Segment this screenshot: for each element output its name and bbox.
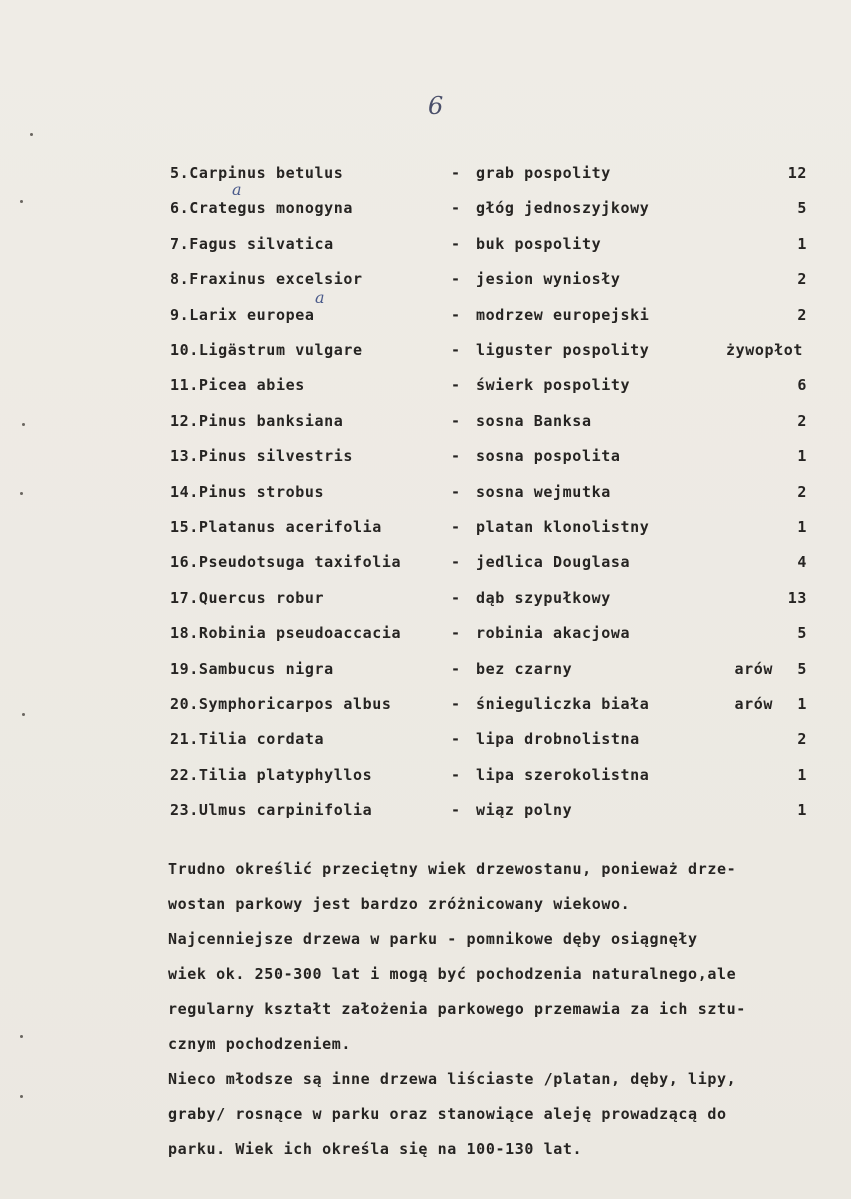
species-latin-name: 13.Pinus silvestris — [170, 447, 353, 466]
species-latin-name: 5.Carpinus betulus — [170, 164, 344, 182]
species-row — [0, 335, 851, 365]
species-count: 2 — [797, 411, 807, 430]
species-polish-name: sosna Banksa — [476, 411, 592, 430]
page-number: 6 — [428, 92, 444, 120]
species-row — [0, 583, 851, 613]
species-polish-name: buk pospolity — [476, 234, 602, 253]
species-row — [0, 618, 851, 648]
species-latin-name: 20.Symphoricarpos albus — [170, 695, 392, 713]
species-polish-name: platan klonolistny — [476, 518, 650, 536]
paragraph-line: cznym pochodzeniem. — [168, 1035, 351, 1053]
species-dash: - — [451, 801, 461, 820]
species-count: 5 — [797, 199, 807, 218]
species-latin-name: 18.Robinia pseudoaccacia — [170, 624, 402, 643]
species-count: 5 — [797, 659, 807, 678]
handwritten-correction-larix: a — [315, 288, 325, 307]
species-dash: - — [451, 553, 461, 572]
species-count: 4 — [797, 553, 807, 572]
species-row — [0, 547, 851, 577]
species-latin-name: 23.Ulmus carpinifolia — [170, 801, 373, 820]
species-latin-name: 9.Larix europea — [170, 305, 315, 324]
species-row — [0, 512, 851, 542]
species-dash: - — [451, 164, 461, 182]
species-row — [0, 193, 851, 223]
species-polish-name: świerk pospolity — [476, 376, 631, 395]
species-polish-name: sosna wejmutka — [476, 482, 611, 501]
species-dash: - — [451, 624, 461, 643]
species-latin-name: 7.Fagus silvatica — [170, 234, 334, 253]
paragraph-line: Trudno określić przeciętny wiek drzewostanu, ponieważ drze- — [168, 860, 737, 878]
species-latin-name: 6.Crategus monogyna — [170, 199, 353, 218]
species-latin-name: 17.Quercus robur — [170, 588, 325, 607]
species-dash: - — [451, 695, 461, 713]
paragraph-line: wostan parkowy jest bardzo zróżnicowany wiekowo. — [168, 895, 631, 913]
species-count: 2 — [797, 270, 807, 289]
scan-speck — [22, 423, 25, 426]
species-polish-name: wiąz polny — [476, 801, 573, 820]
species-row — [0, 229, 851, 259]
species-count: 5 — [797, 624, 807, 643]
species-count: 12 — [787, 164, 807, 182]
species-count: 1 — [797, 801, 807, 820]
species-row — [0, 370, 851, 400]
species-row — [0, 654, 851, 684]
species-dash: - — [451, 482, 461, 501]
species-count: 1 — [797, 765, 807, 784]
species-dash: - — [451, 588, 461, 607]
species-count: 2 — [797, 730, 807, 749]
species-polish-name: liguster pospolity — [476, 341, 650, 359]
species-count: 1 — [797, 447, 807, 466]
paragraph-line: Najcenniejsze drzewa w parku - pomnikowe dęby osiągnęły — [168, 930, 698, 948]
species-row — [0, 264, 851, 294]
species-dash: - — [451, 234, 461, 253]
species-count: 1 — [797, 234, 807, 253]
species-dash: - — [451, 341, 461, 359]
paragraph-line: graby/ rosnące w parku oraz stanowiące aleję prowadzącą do — [168, 1105, 727, 1123]
species-count: 13 — [787, 588, 807, 607]
species-dash: - — [451, 518, 461, 536]
species-latin-name: 14.Pinus strobus — [170, 482, 325, 501]
description-paragraph — [168, 852, 823, 1167]
species-dash: - — [451, 447, 461, 466]
species-latin-name: 22.Tilia platyphyllos — [170, 765, 373, 784]
handwritten-correction-crategus: a — [232, 180, 242, 199]
species-row — [0, 406, 851, 436]
species-polish-name: lipa szerokolistna — [476, 765, 650, 784]
species-row — [0, 760, 851, 790]
species-polish-name: jesion wyniosły — [476, 270, 621, 289]
species-polish-name: sosna pospolita — [476, 447, 621, 466]
species-polish-name: dąb szypułkowy — [476, 588, 611, 607]
species-latin-name: 12.Pinus banksiana — [170, 411, 344, 430]
species-polish-name: grab pospolity — [476, 164, 611, 182]
paragraph-line: wiek ok. 250-300 lat i mogą być pochodzenia naturalnego,ale — [168, 965, 737, 983]
species-count: 1 — [797, 695, 807, 713]
species-dash: - — [451, 270, 461, 289]
scan-speck — [20, 492, 23, 495]
species-dash: - — [451, 199, 461, 218]
scan-speck — [20, 1095, 23, 1098]
species-count: 6 — [797, 376, 807, 395]
species-row — [0, 795, 851, 825]
species-row — [0, 158, 851, 188]
species-latin-name: 10.Ligästrum vulgare — [170, 341, 363, 359]
species-row — [0, 724, 851, 754]
species-row — [0, 300, 851, 330]
species-count: 2 — [797, 305, 807, 324]
species-latin-name: 15.Platanus acerifolia — [170, 518, 382, 536]
species-note: arów — [734, 659, 773, 678]
species-note: arów — [734, 695, 773, 713]
species-polish-name: śnieguliczka biała — [476, 695, 650, 713]
species-row — [0, 477, 851, 507]
species-latin-name: 11.Picea abies — [170, 376, 305, 395]
paragraph-line: regularny kształt założenia parkowego przemawia za ich sztu- — [168, 1000, 746, 1018]
species-latin-name: 21.Tilia cordata — [170, 730, 325, 749]
species-dash: - — [451, 376, 461, 395]
paragraph-line: parku. Wiek ich określa się na 100-130 lat. — [168, 1140, 583, 1158]
species-dash: - — [451, 765, 461, 784]
paragraph-line: Nieco młodsze są inne drzewa liściaste /platan, dęby, lipy, — [168, 1070, 737, 1088]
species-note: żywopłot — [725, 341, 803, 359]
species-polish-name: głóg jednoszyjkowy — [476, 199, 650, 218]
scan-speck — [22, 713, 25, 716]
species-latin-name: 8.Fraxinus excelsior — [170, 270, 363, 289]
species-polish-name: jedlica Douglasa — [476, 553, 631, 572]
scan-speck — [30, 133, 33, 136]
species-polish-name: robinia akacjowa — [476, 624, 631, 643]
species-polish-name: modrzew europejski — [476, 305, 650, 324]
species-latin-name: 19.Sambucus nigra — [170, 659, 334, 678]
species-dash: - — [451, 411, 461, 430]
species-row — [0, 689, 851, 719]
species-dash: - — [451, 730, 461, 749]
species-count: 2 — [797, 482, 807, 501]
species-row — [0, 441, 851, 471]
species-dash: - — [451, 659, 461, 678]
species-latin-name: 16.Pseudotsuga taxifolia — [170, 553, 402, 572]
species-polish-name: bez czarny — [476, 659, 573, 678]
species-dash: - — [451, 305, 461, 324]
species-polish-name: lipa drobnolistna — [476, 730, 640, 749]
species-count: 1 — [797, 518, 807, 536]
scan-speck — [20, 200, 23, 203]
scan-speck — [20, 1035, 23, 1038]
